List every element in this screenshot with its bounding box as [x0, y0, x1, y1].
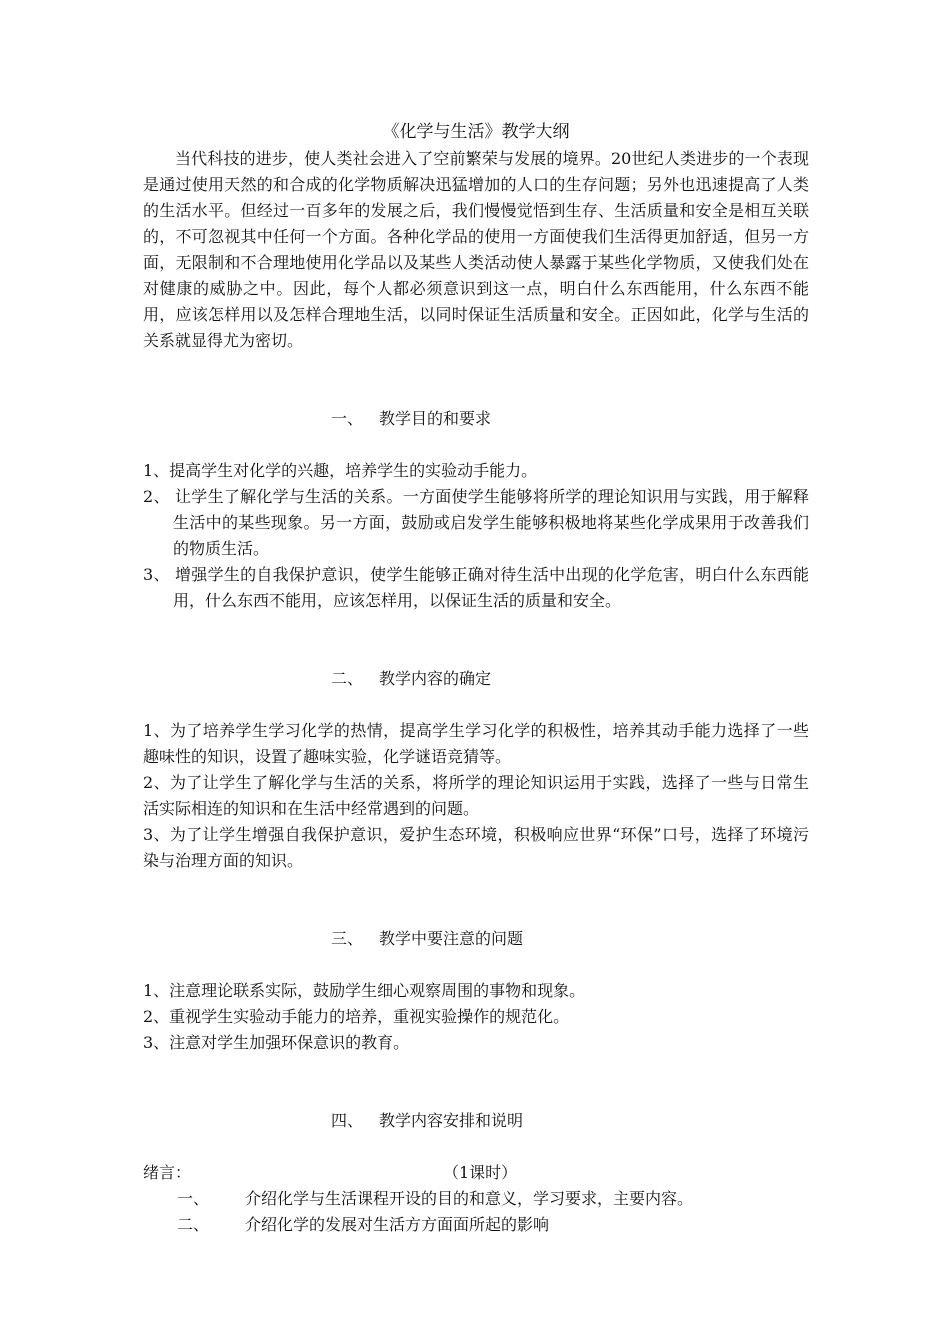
section-number: 二、 — [331, 669, 364, 688]
section-number: 三、 — [331, 929, 364, 948]
subitem-number: 一、 — [177, 1189, 210, 1208]
section-number: 四、 — [331, 1111, 364, 1130]
section-title: 教学目的和要求 — [379, 409, 492, 428]
list-item: 3、为了让学生增强自我保护意识，爱护生态环境，积极响应世界“环保”口号，选择了环境污染与治理方面的知识。 — [143, 825, 809, 870]
schedule-row — [143, 1160, 809, 1186]
section-heading-3 — [143, 926, 809, 952]
schedule-label: 绪言： — [143, 1163, 192, 1182]
section-heading-2 — [143, 666, 809, 692]
section-number: 一、 — [331, 409, 364, 428]
subitem-number: 二、 — [177, 1215, 210, 1234]
schedule-subitem — [143, 1186, 809, 1212]
subitem-text: 介绍化学与生活课程开设的目的和意义，学习要求，主要内容。 — [245, 1189, 694, 1208]
list-item: 3、 增强学生的自我保护意识，使学生能够正确对待生活中出现的化学危害，明白什么东西能用，什么东西不能用，应该怎样用，以保证生活的质量和安全。 — [143, 565, 809, 610]
list-item: 2、为了让学生了解化学与生活的关系，将所学的理论知识运用于实践，选择了一些与日常生活实际相连的知识和在生活中经常遇到的问题。 — [143, 773, 809, 818]
schedule-hours: （1课时） — [443, 1163, 518, 1182]
list-item: 1、提高学生对化学的兴趣，培养学生的实验动手能力。 — [143, 461, 538, 480]
section-heading-1 — [143, 406, 809, 432]
list-item: 1、注意理论联系实际，鼓励学生细心观察周围的事物和现象。 — [143, 981, 586, 1000]
intro-paragraph: 当代科技的进步，使人类社会进入了空前繁荣与发展的境界。20世纪人类进步的一个表现是通过使用天然的和合成的化学物质解决迅猛增加的人口的生存问题；另外也迅速提高了人类的生活水平。但经过一百多年的发展之后，我们慢慢觉悟到生存、生活质量和安全是相互关联的，不可忽视其中任何一个方面。各种化学品的使用一方面使我们生活得更加舒适，但另一方面，无限制和不合理地使用化学品以及某些人类活动使人暴露于某些化学物质，又使我们处在对健康的威胁之中。因此，每个人都必须意识到这一点，明白什么东西能用，什么东西不能用，应该怎样用以及怎样合理地生活，以同时保证生活质量和安全。正因如此，化学与生活的关系就显得尤为密切。 — [143, 149, 809, 350]
list-item: 2、重视学生实验动手能力的培养，重视实验操作的规范化。 — [143, 1007, 570, 1026]
document-body — [143, 118, 809, 1238]
list-item: 2、 让学生了解化学与生活的关系。一方面使学生能够将所学的理论知识用与实践，用于解释生活中的某些现象。另一方面，鼓励或启发学生能够积极地将某些化学成果用于改善我们的物质生活。 — [143, 487, 809, 558]
schedule-subitem — [143, 1212, 809, 1238]
subitem-text: 介绍化学的发展对生活方方面面所起的影响 — [245, 1215, 550, 1234]
document-title: 《化学与生活》教学大纲 — [382, 122, 570, 142]
list-item: 1、为了培养学生学习化学的热情，提高学生学习化学的积极性，培养其动手能力选择了一些趣味性的知识，设置了趣味实验，化学谜语竞猜等。 — [143, 721, 809, 766]
list-item: 3、注意对学生加强环保意识的教育。 — [143, 1033, 410, 1052]
section-heading-4 — [143, 1108, 809, 1134]
section-title: 教学内容安排和说明 — [379, 1111, 524, 1130]
section-title: 教学内容的确定 — [379, 669, 492, 688]
section-title: 教学中要注意的问题 — [379, 929, 524, 948]
